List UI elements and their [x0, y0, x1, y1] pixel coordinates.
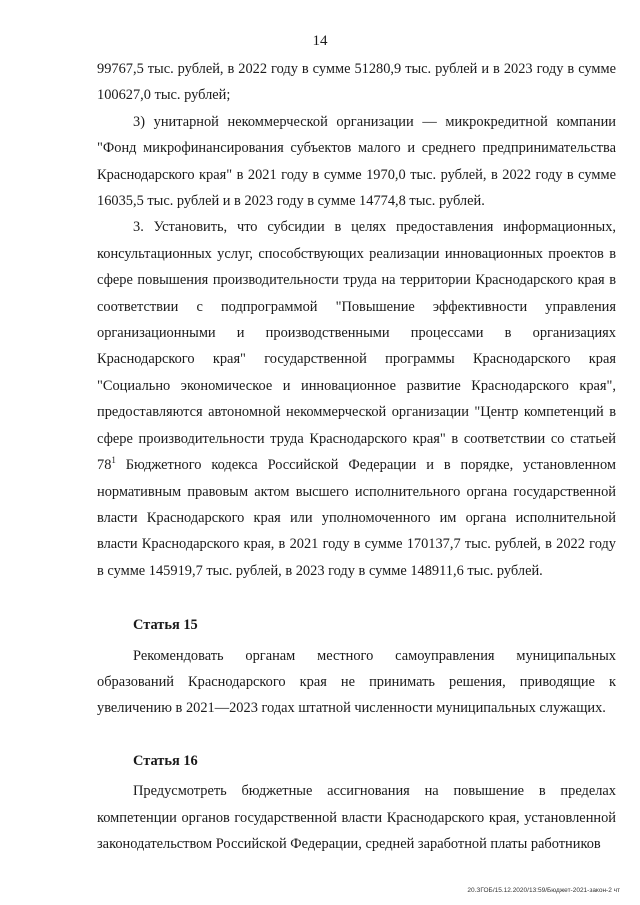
- paragraph-section-3-text-cont: Бюджетного кодекса Российской Федерации и в порядке, установленном нормативным правовым актом высшего исполнительного органа государственной власти Краснодарского края или уполномоченного им органа исполнительной власти Краснодарского края, в 2021 году в сумме 170137,7 тыс. рублей, в 2022 году в сумме 145919,7 тыс. рублей, в 2023 году в сумме 148911,6 тыс. рублей.: [97, 457, 616, 579]
- paragraph-item-3: 3) унитарной некоммерческой организации — микрокредитной компании "Фонд микрофинансирования субъектов малого и среднего предпринимательства Краснодарского края" в 2021 году в сумме 1970,0 тыс. рублей, в 2022 году в сумме 16035,5 тыс. рублей и в 2023 году в сумме 14774,8 тыс. рублей.: [97, 113, 616, 210]
- paragraph-section-3: [97, 214, 616, 584]
- document-body: [97, 56, 616, 857]
- document-footer-stamp: 20.ЗГОБ/15.12.2020/13:59/Бюджет-2021-закон-2 чт: [467, 887, 620, 894]
- paragraph-continuation: 99767,5 тыс. рублей, в 2022 году в сумме 51280,9 тыс. рублей и в 2023 году в сумме 100627,0 тыс. рублей;: [97, 61, 616, 104]
- article-15-heading: Статья 15: [133, 617, 198, 634]
- article-superscript: 1: [111, 455, 116, 466]
- page-number: 14: [312, 33, 328, 49]
- article-16-text: Предусмотреть бюджетные ассигнования на повышение в пределах компетенции органов государственной власти Краснодарского края, установленной законодательством Российской Федерации, средней заработной платы работников: [97, 783, 616, 852]
- article-16-heading: Статья 16: [133, 752, 198, 769]
- paragraph-section-3-text: 3. Установить, что субсидии в целях предоставления информационных, консультационных услуг, способствующих реализации инновационных проектов в сфере повышения производительности труда на территории Краснодарского края в соответствии с подпрограммой "Повышение эффективности управления организационными и производственными процессами в организациях Краснодарского края" государственной программы Краснодарского края "Социально экономическое и инновационное развитие Краснодарского края", предоставляются автономной некоммерческой организации "Центр компетенций в сфере производительности труда Краснодарского края" в соответствии со статьей 78: [97, 219, 616, 474]
- article-15-text: Рекомендовать органам местного самоуправления муниципальных образований Краснодарского края не принимать решения, приводящие к увеличению в 2021—2023 годах штатной численности муниципальных служащих.: [97, 647, 616, 717]
